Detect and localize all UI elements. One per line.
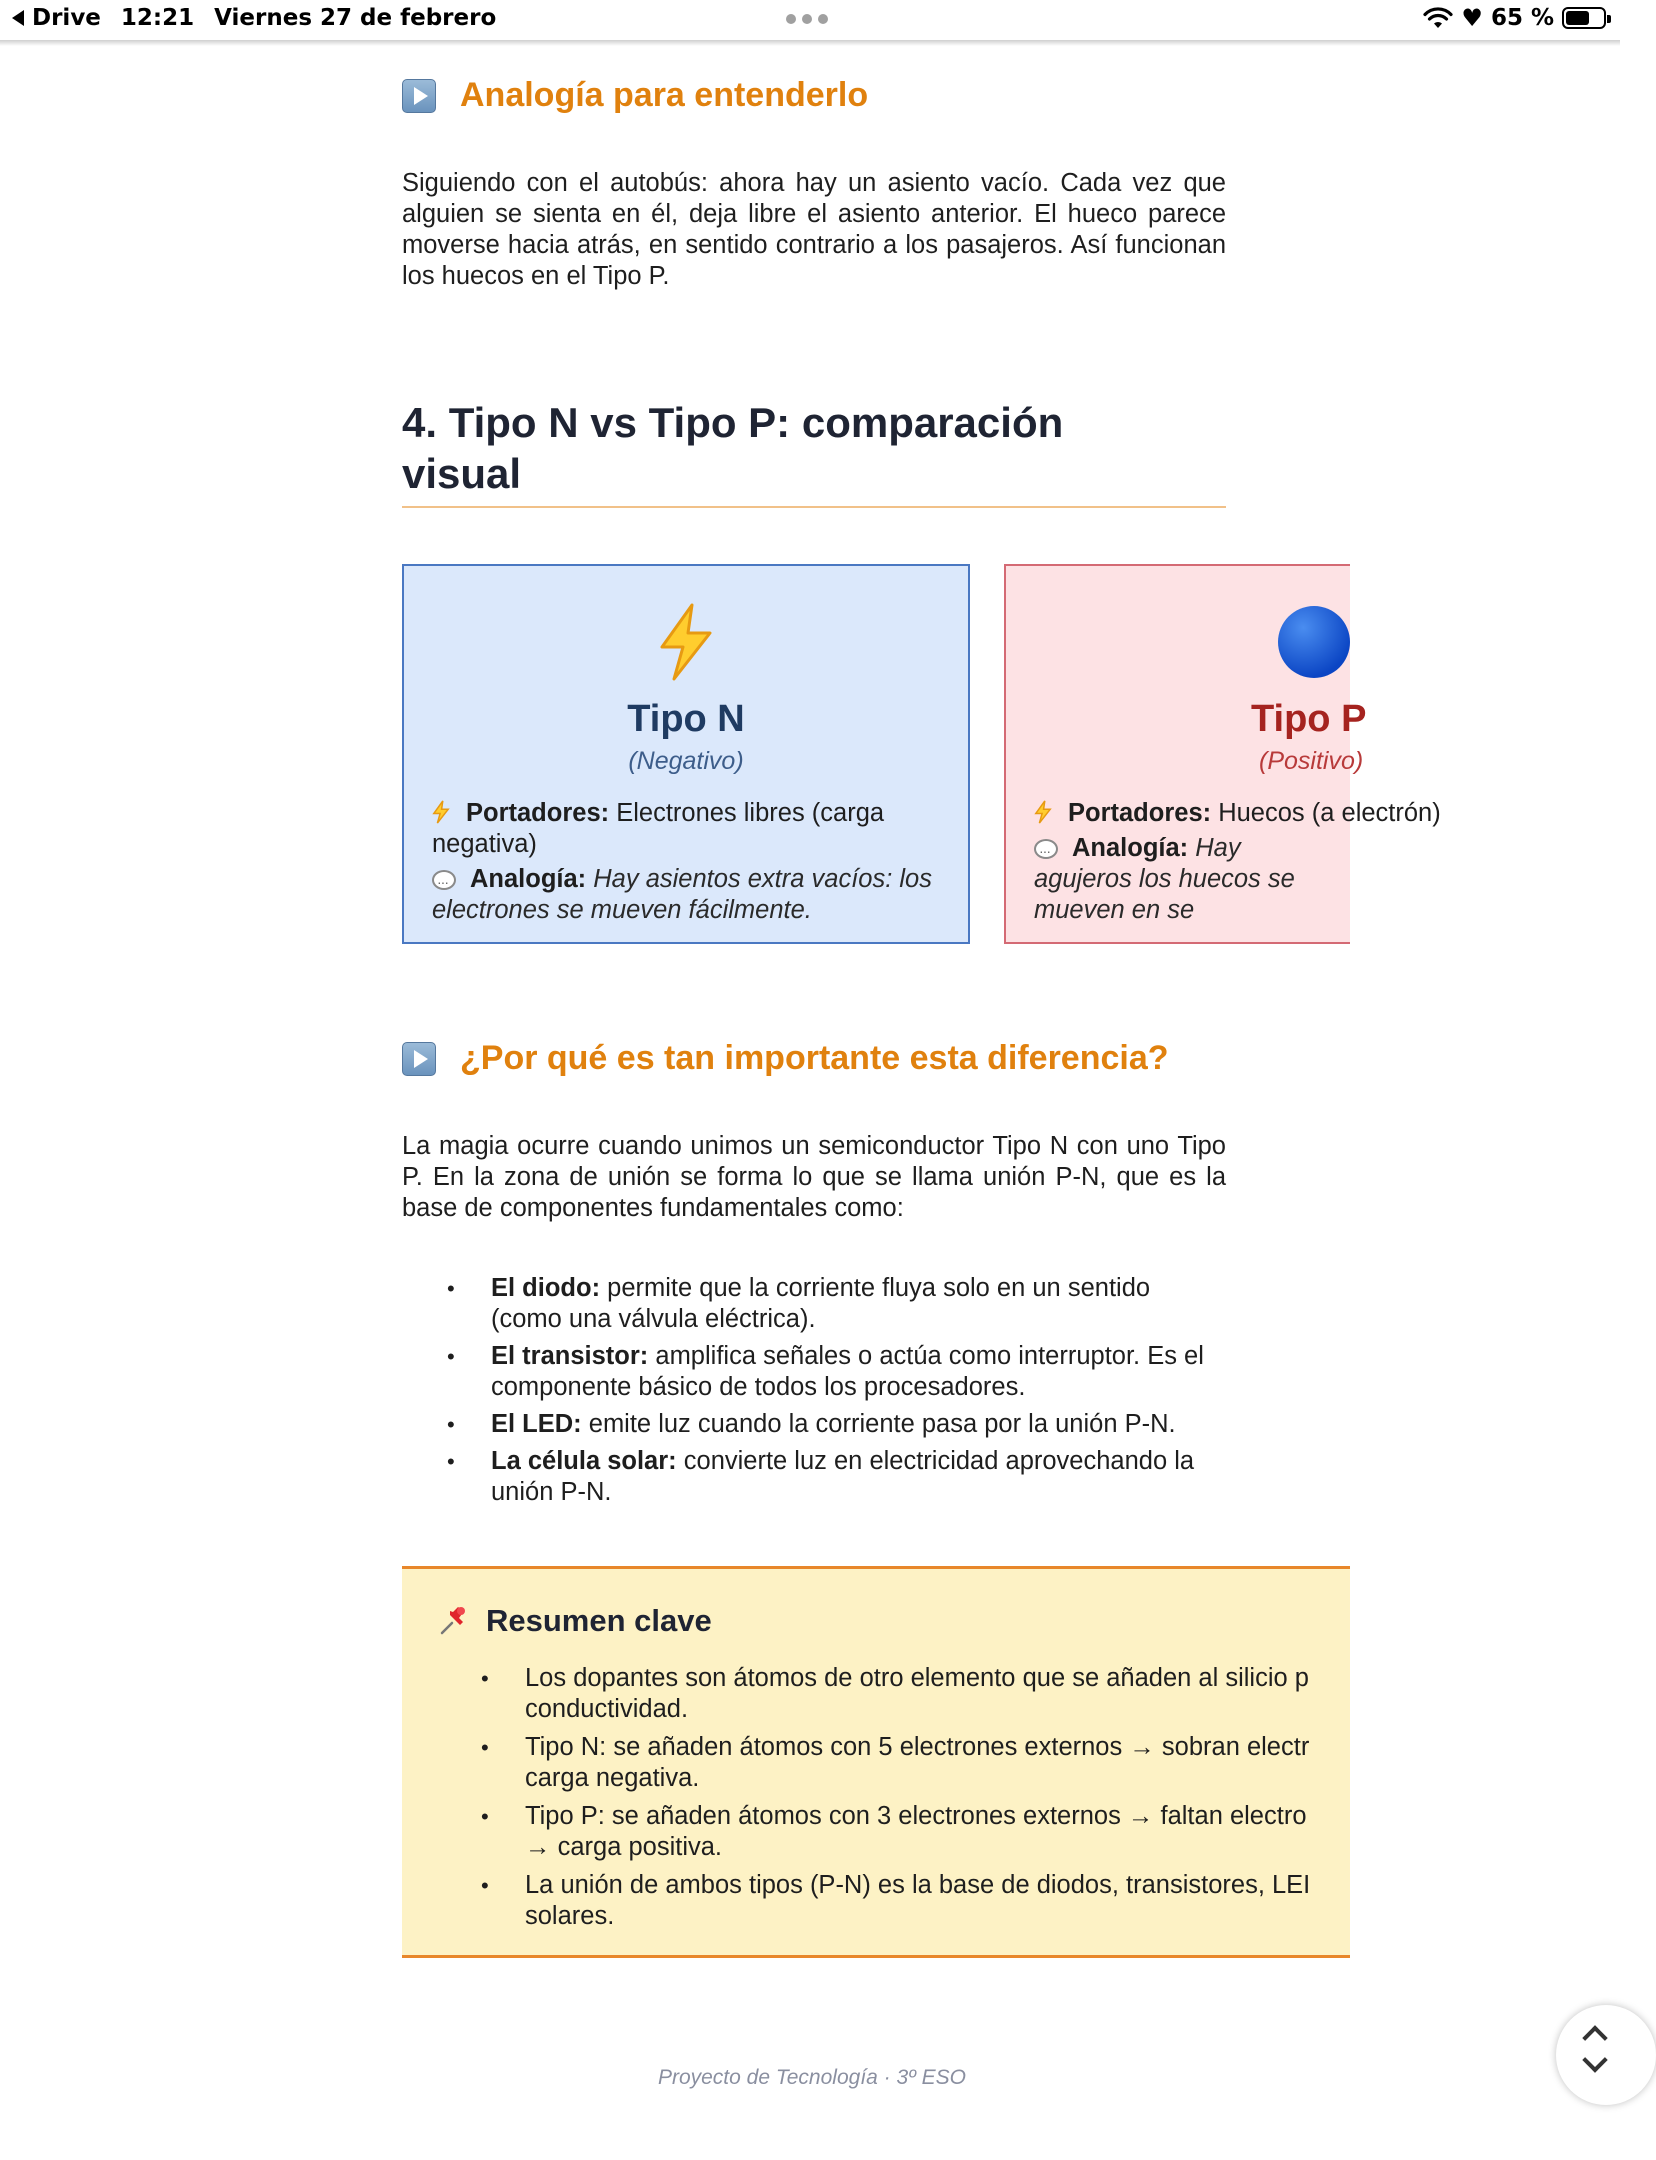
summary-line: Tipo N: se añaden átomos con 5 electrones externos → sobran electr	[525, 1733, 1310, 1761]
pushpin-icon	[438, 1605, 470, 1637]
heart-icon: ♥	[1461, 4, 1483, 32]
list-item-term: La célula solar:	[491, 1447, 677, 1475]
back-app-label: Drive	[32, 5, 101, 31]
lightning-bolt-icon	[656, 603, 716, 681]
summary-line: conductividad.	[525, 1695, 689, 1723]
components-list	[491, 1273, 1226, 1508]
list-item-term: El LED:	[491, 1410, 582, 1438]
analogy-heading-text: Analogía para entenderlo	[460, 76, 869, 114]
list-item	[491, 1341, 1226, 1403]
type-n-card	[402, 564, 970, 944]
summary-title	[438, 1603, 712, 1639]
list-item	[491, 1409, 1226, 1440]
type-n-carriers-label: Portadores:	[466, 799, 610, 827]
type-p-carriers-text: Huecos (a electrón)	[1211, 799, 1441, 827]
status-bar	[0, 0, 1620, 40]
list-item-desc: emite luz cuando la corriente pasa por la unión P-N.	[581, 1410, 1176, 1438]
speech-bubble-icon	[1034, 839, 1058, 859]
importance-heading	[402, 1039, 1169, 1078]
battery-percent: 65 %	[1490, 5, 1554, 31]
list-item	[525, 1732, 1425, 1794]
wifi-icon	[1423, 6, 1453, 30]
play-button-icon	[402, 79, 436, 113]
speech-bubble-icon	[432, 870, 456, 890]
heading-divider	[402, 506, 1226, 508]
summary-list	[525, 1663, 1425, 1939]
summary-line: Los dopantes son átomos de otro elemento que se añaden al silicio p	[525, 1664, 1309, 1692]
type-p-analogy-text: Hay agujeros los huecos se mueven en se	[1034, 834, 1295, 924]
type-p-subtitle: (Positivo)	[1259, 747, 1364, 775]
type-n-analogy-label: Analogía:	[470, 865, 587, 893]
summary-line: solares.	[525, 1902, 615, 1930]
list-item	[525, 1870, 1425, 1932]
analogy-paragraph: Siguiendo con el autobús: ahora hay un asiento vacío. Cada vez que alguien se sienta en él, deja libre el asiento anterior. El hueco parece moverse hacia atrás, en sentido contrario a los pasajeros. Así funcionan los huecos en el Tipo P.	[402, 169, 1226, 290]
summary-title-text: Resumen clave	[486, 1603, 712, 1638]
play-button-icon	[402, 1042, 436, 1076]
list-item	[525, 1801, 1425, 1863]
page-footer: Proyecto de Tecnología · 3º ESO	[657, 2066, 967, 2089]
status-date: Viernes 27 de febrero	[214, 5, 497, 31]
chevron-down-icon[interactable]	[1582, 2047, 1607, 2072]
list-item-term: El transistor:	[491, 1342, 649, 1370]
list-item	[491, 1273, 1226, 1335]
multitasking-dots-icon[interactable]	[786, 14, 828, 24]
type-n-analogy	[432, 864, 940, 926]
type-p-card	[1004, 564, 1441, 944]
summary-line: → carga positiva.	[525, 1833, 723, 1861]
page-scroll-control[interactable]	[1556, 2005, 1656, 2105]
list-item-desc: permite que la corriente fluya solo en un sentido (como una válvula eléctrica).	[491, 1274, 1151, 1333]
small-lightning-icon	[432, 800, 450, 824]
type-p-analogy-label: Analogía:	[1072, 834, 1189, 862]
list-item-desc: amplifica señales o actúa como interruptor. Es el componente básico de todos los procesadores.	[491, 1342, 1204, 1401]
comparison-heading: 4. Tipo N vs Tipo P: comparación visual	[402, 399, 1064, 497]
type-n-title: Tipo N	[627, 698, 745, 740]
type-p-carriers-label: Portadores:	[1068, 799, 1212, 827]
battery-icon	[1562, 7, 1606, 29]
type-n-carriers-text: Electrones libres (carga negativa)	[432, 799, 885, 858]
list-item-term: El diodo:	[491, 1274, 601, 1302]
importance-heading-text: ¿Por qué es tan importante esta diferencia?	[460, 1039, 1169, 1077]
back-to-app-button[interactable]	[12, 5, 101, 31]
type-p-carriers	[1034, 798, 1574, 829]
type-n-analogy-text: Hay asientos extra vacíos: los electrones se mueven fácilmente.	[432, 865, 932, 924]
summary-line: carga negativa.	[525, 1764, 700, 1792]
type-n-subtitle: (Negativo)	[628, 747, 744, 775]
summary-line: Tipo P: se añaden átomos con 3 electrones externos → faltan electro	[525, 1802, 1307, 1830]
type-n-carriers	[432, 798, 940, 860]
small-lightning-icon	[1034, 800, 1052, 824]
blue-circle-icon	[1276, 604, 1352, 680]
summary-line: La unión de ambos tipos (P-N) es la base de diodos, transistores, LEI	[525, 1871, 1311, 1899]
analogy-heading	[402, 76, 868, 115]
summary-box	[402, 1566, 1350, 1958]
list-item-desc: convierte luz en electricidad aprovechando la unión P-N.	[491, 1447, 1195, 1506]
status-bar-shadow	[0, 40, 1620, 46]
list-item	[491, 1446, 1226, 1508]
importance-paragraph: La magia ocurre cuando unimos un semiconductor Tipo N con uno Tipo P. En la zona de unión se forma lo que se llama unión P-N, que es la base de componentes fundamentales como:	[402, 1132, 1226, 1222]
list-item	[525, 1663, 1425, 1725]
type-p-analogy	[1034, 833, 1334, 926]
type-p-title: Tipo P	[1251, 698, 1367, 740]
status-time: 12:21	[120, 5, 195, 31]
back-arrow-icon	[12, 10, 24, 26]
